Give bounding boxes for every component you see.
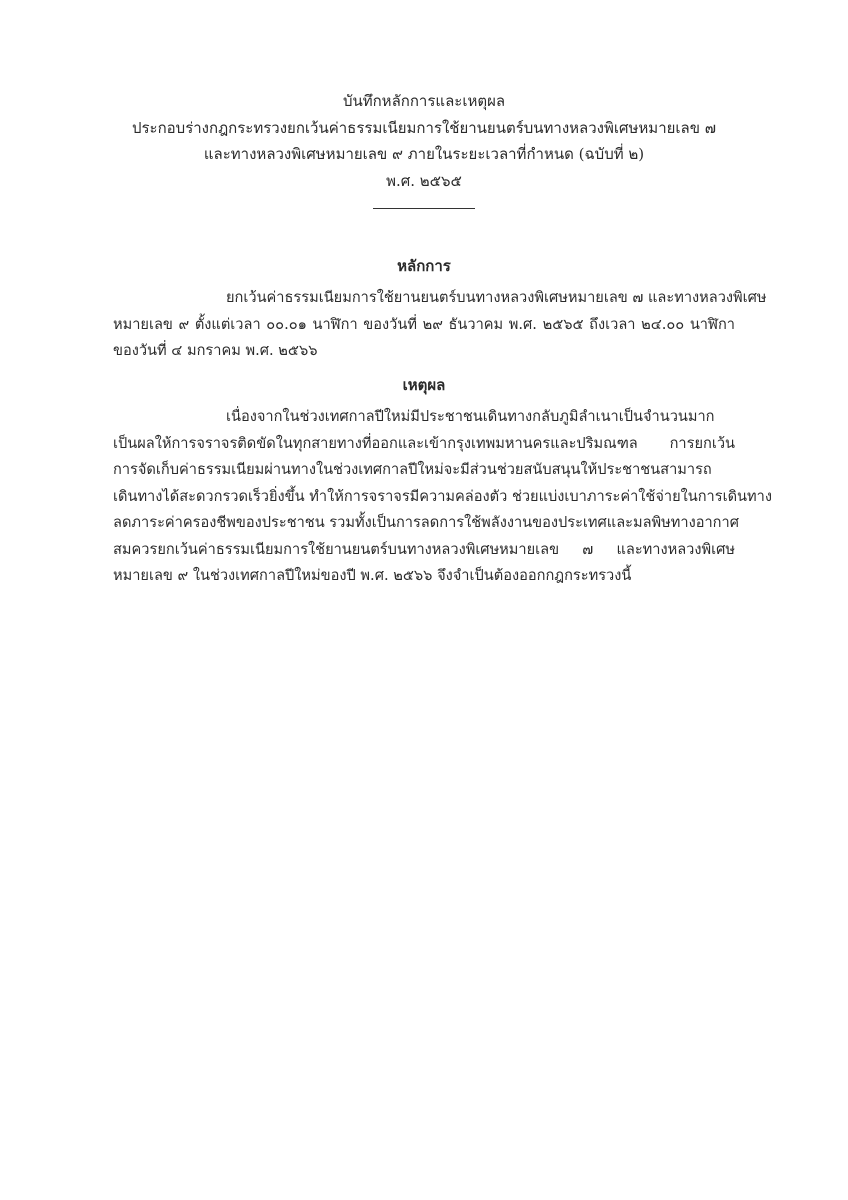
document-header bbox=[0, 88, 848, 194]
reason-line: หมายเลข ๙ ในช่วงเทศกาลปีใหม่ของปี พ.ศ. ๒๕๖๖ จึงจำเป็นต้องออกกฎกระทรวงนี้ bbox=[113, 567, 632, 584]
reason-line: เป็นผลให้การจราจรติดขัดในทุกสายทางที่ออกและเข้ากรุงเทพมหานครและปริมณฑล การยกเว้น bbox=[113, 434, 735, 452]
document-year: พ.ศ. ๒๕๖๕ bbox=[386, 171, 462, 190]
document-title: บันทึกหลักการและเหตุผล bbox=[342, 92, 506, 110]
document-subject-line-2: และทางหลวงพิเศษหมายเลข ๙ ภายในระยะเวลาที่กำหนด (ฉบับที่ ๒) bbox=[203, 145, 645, 163]
reason-line: ลดภาระค่าครองชีพของประชาชน รวมทั้งเป็นการลดการใช้พลังงานของประเทศและมลพิษทางอากาศ bbox=[113, 514, 739, 531]
reason-heading: เหตุผล bbox=[402, 376, 446, 394]
header-divider bbox=[373, 208, 475, 209]
principle-body bbox=[113, 285, 767, 365]
reason-body bbox=[113, 404, 772, 590]
principle-line: ยกเว้นค่าธรรมเนียมการใช้ยานยนตร์บนทางหลวงพิเศษหมายเลข ๗ และทางหลวงพิเศษ bbox=[226, 289, 767, 306]
principle-line: หมายเลข ๙ ตั้งแต่เวลา ๐๐.๐๑ นาฬิกา ของวันที่ ๒๙ ธันวาคม พ.ศ. ๒๕๖๕ ถึงเวลา ๒๔.๐๐ นาฬิกา bbox=[113, 315, 735, 333]
reason-line: การจัดเก็บค่าธรรมเนียมผ่านทางในช่วงเทศกาลปีใหม่จะมีส่วนช่วยสนับสนุนให้ประชาชนสามารถ bbox=[113, 461, 712, 478]
principle-heading: หลักการ bbox=[397, 257, 451, 275]
document-subject-line-1: ประกอบร่างกฎกระทรวงยกเว้นค่าธรรมเนียมการใช้ยานยนตร์บนทางหลวงพิเศษหมายเลข ๗ bbox=[131, 118, 717, 137]
reason-line: สมควรยกเว้นค่าธรรมเนียมการใช้ยานยนตร์บนทางหลวงพิเศษหมายเลข ๗ และทางหลวงพิเศษ bbox=[113, 540, 735, 558]
reason-line: เดินทางได้สะดวกรวดเร็วยิ่งขึ้น ทำให้การจราจรมีความคล่องตัว ช่วยแบ่งเบาภาระค่าใช้จ่ายในการเดินทาง bbox=[113, 487, 772, 505]
principle-line: ของวันที่ ๔ มกราคม พ.ศ. ๒๕๖๖ bbox=[113, 342, 318, 359]
reason-line: เนื่องจากในช่วงเทศกาลปีใหม่มีประชาชนเดินทางกลับภูมิลำเนาเป็นจำนวนมาก bbox=[226, 408, 715, 425]
